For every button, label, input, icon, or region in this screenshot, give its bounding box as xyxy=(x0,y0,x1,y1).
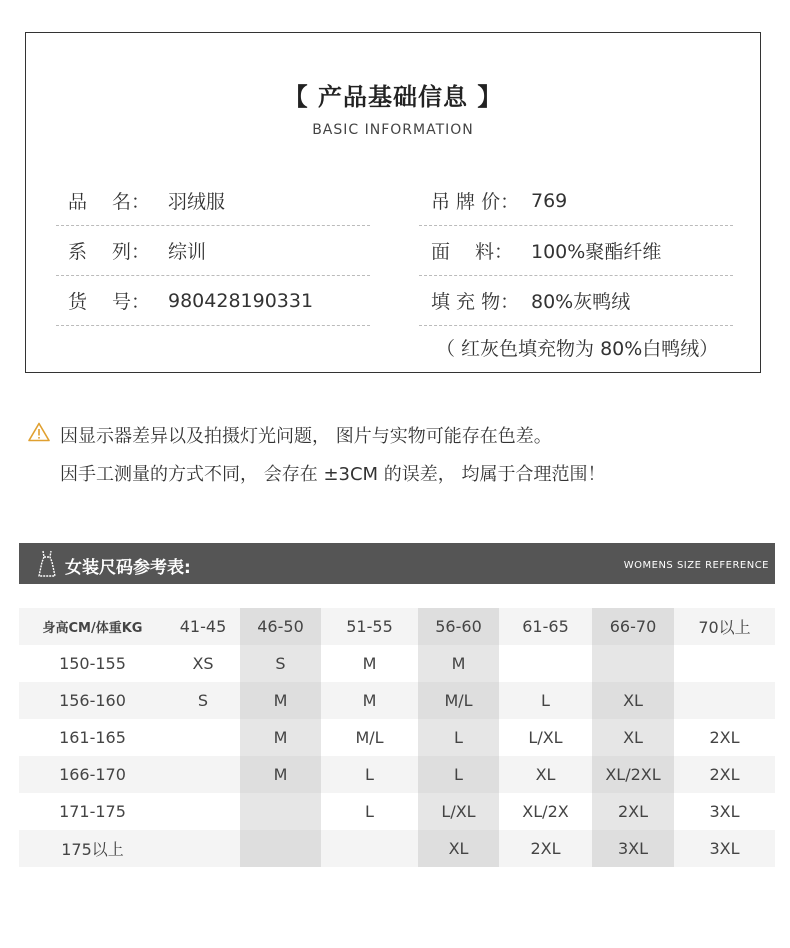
notice-line-1: 因显示器差异以及拍摄灯光问题， 图片与实物可能存在色差。 xyxy=(60,426,552,447)
table-cell: M/L xyxy=(418,682,499,719)
table-cell xyxy=(592,645,674,682)
info-row-filling xyxy=(419,276,733,326)
info-label: 吊 牌 价： xyxy=(431,191,520,213)
table-cell: XL xyxy=(592,719,674,756)
header-cell: 56-60 xyxy=(418,608,499,645)
table-cell: 171-175 xyxy=(19,793,166,830)
table-cell: 156-160 xyxy=(19,682,166,719)
table-cell xyxy=(674,645,775,682)
table-cell xyxy=(166,756,240,793)
table-cell: M xyxy=(418,645,499,682)
table-cell xyxy=(321,830,418,867)
table-row xyxy=(19,756,775,793)
table-cell: M xyxy=(240,682,321,719)
info-value: 80%灰鸭绒 xyxy=(531,291,631,313)
table-cell: 3XL xyxy=(674,830,775,867)
table-row xyxy=(19,793,775,830)
info-value: 769 xyxy=(531,189,568,212)
table-cell: 161-165 xyxy=(19,719,166,756)
header-cell: 70以上 xyxy=(674,608,775,645)
table-cell: M xyxy=(240,719,321,756)
header-cell: 41-45 xyxy=(166,608,240,645)
table-cell: 3XL xyxy=(674,793,775,830)
header-cell: 46-50 xyxy=(240,608,321,645)
table-cell: 2XL xyxy=(592,793,674,830)
info-row-price xyxy=(419,176,733,226)
table-cell: XL xyxy=(499,756,592,793)
size-table xyxy=(19,608,775,867)
size-chart-header xyxy=(19,543,775,584)
table-cell: M xyxy=(240,756,321,793)
info-label: 系 列： xyxy=(68,241,151,263)
table-cell: 150-155 xyxy=(19,645,166,682)
info-row-name xyxy=(56,176,370,226)
basic-info-panel xyxy=(25,32,761,373)
table-cell xyxy=(674,682,775,719)
info-subtitle: BASIC INFORMATION xyxy=(312,122,474,138)
table-cell: L/XL xyxy=(499,719,592,756)
table-row xyxy=(19,719,775,756)
header-cell: 66-70 xyxy=(592,608,674,645)
dress-icon xyxy=(36,550,58,578)
table-cell: XL xyxy=(418,830,499,867)
table-cell: XL/2XL xyxy=(592,756,674,793)
info-value: 980428190331 xyxy=(168,289,314,312)
table-cell: 2XL xyxy=(674,719,775,756)
info-value: 100%聚酯纤维 xyxy=(531,241,662,263)
table-cell: M/L xyxy=(321,719,418,756)
size-chart-title: 女装尺码参考表: xyxy=(65,558,191,578)
table-cell: L xyxy=(418,756,499,793)
table-cell xyxy=(166,719,240,756)
table-cell: 3XL xyxy=(592,830,674,867)
table-cell: 166-170 xyxy=(19,756,166,793)
table-cell xyxy=(240,830,321,867)
info-title: 【 产品基础信息 】 xyxy=(283,83,503,111)
header-cell: 身高CM/体重KG xyxy=(19,608,166,645)
info-value: 羽绒服 xyxy=(168,191,226,213)
filling-note: （ 红灰色填充物为 80%白鸭绒） xyxy=(436,338,719,360)
table-cell: XL xyxy=(592,682,674,719)
info-label: 品 名： xyxy=(68,191,151,213)
info-value: 综训 xyxy=(168,241,207,263)
warning-icon xyxy=(28,422,50,442)
table-cell: L xyxy=(321,793,418,830)
header-cell: 51-55 xyxy=(321,608,418,645)
info-label: 填 充 物： xyxy=(431,291,520,313)
info-row-fabric xyxy=(419,226,733,276)
info-row-series xyxy=(56,226,370,276)
table-row xyxy=(19,682,775,719)
table-cell: 2XL xyxy=(499,830,592,867)
notice-line-2: 因手工测量的方式不同， 会存在 ±3CM 的误差， 均属于合理范围！ xyxy=(60,464,606,485)
table-cell: L xyxy=(418,719,499,756)
table-cell xyxy=(166,793,240,830)
table-cell: M xyxy=(321,645,418,682)
table-cell: 175以上 xyxy=(19,830,166,867)
table-cell: L xyxy=(321,756,418,793)
table-cell xyxy=(166,830,240,867)
info-label: 面 料： xyxy=(431,241,514,263)
table-row xyxy=(19,830,775,867)
info-row-item-no xyxy=(56,276,370,326)
table-cell: 2XL xyxy=(674,756,775,793)
table-cell: XS xyxy=(166,645,240,682)
header-cell: 61-65 xyxy=(499,608,592,645)
table-cell xyxy=(240,793,321,830)
table-cell: M xyxy=(321,682,418,719)
table-cell: L/XL xyxy=(418,793,499,830)
table-cell: S xyxy=(240,645,321,682)
table-cell: XL/2X xyxy=(499,793,592,830)
table-cell: S xyxy=(166,682,240,719)
table-cell: L xyxy=(499,682,592,719)
info-label: 货 号： xyxy=(68,291,151,313)
table-row xyxy=(19,645,775,682)
size-chart-subtitle: WOMENS SIZE REFERENCE xyxy=(623,560,769,571)
table-header-row xyxy=(19,608,775,645)
table-cell xyxy=(499,645,592,682)
